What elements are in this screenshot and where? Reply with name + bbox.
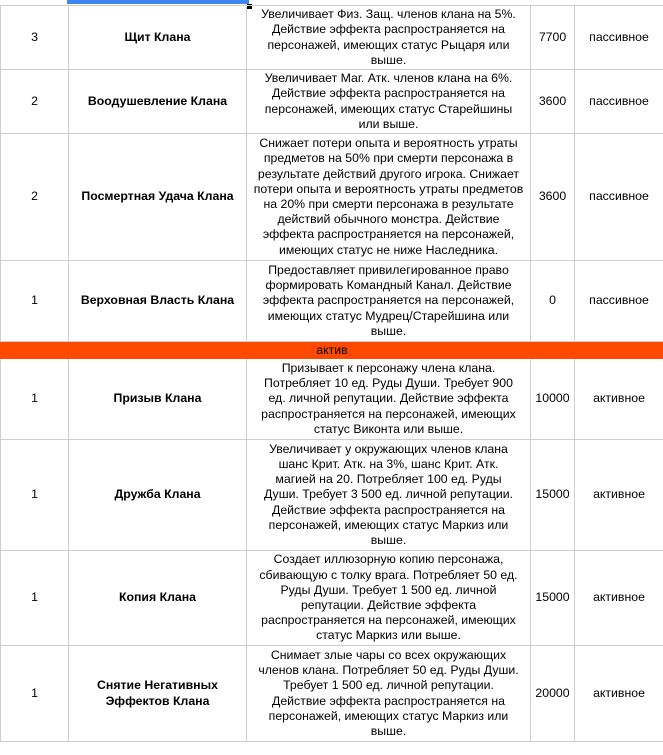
skill-name-cell[interactable]: Верховная Власть Клана xyxy=(69,261,247,342)
table-row xyxy=(1,551,663,646)
cost-cell[interactable]: 3600 xyxy=(531,134,575,261)
skill-type-cell[interactable]: активное xyxy=(575,551,663,646)
cost-cell[interactable]: 10000 xyxy=(531,359,575,440)
skill-type-cell[interactable]: активное xyxy=(575,646,663,742)
cost-cell[interactable]: 0 xyxy=(531,261,575,342)
description-line: распространяется на персонажей, имеющих xyxy=(261,406,516,421)
skill-name-cell[interactable]: Копия Клана xyxy=(69,551,247,646)
description-line: Действие эффекта распространяется на xyxy=(272,22,505,37)
description-cell[interactable] xyxy=(247,134,531,261)
description-line: Снимает злые чары со всех окружающих xyxy=(270,647,507,662)
description-line: имеющих статус Мудрец/Старейшина или xyxy=(267,308,510,323)
description-line: Увеличивает Маг. Атк. членов клана на 6%. xyxy=(264,71,513,86)
skill-type-cell[interactable]: активное xyxy=(575,359,663,440)
description-line: Требует 1 500 ед. личной репутации. xyxy=(283,678,494,693)
table-row xyxy=(1,359,663,440)
cost-cell[interactable]: 15000 xyxy=(531,551,575,646)
level-cell[interactable]: 2 xyxy=(1,70,69,134)
skill-type-cell[interactable]: пассивное xyxy=(575,6,663,70)
description-line: на 20% при смерти персонажа в результате xyxy=(263,197,514,211)
description-line: Призывает к персонажу члена клана. xyxy=(281,360,496,375)
description-line: имеющих статус не ниже Наследника. xyxy=(278,242,499,257)
selected-column-indicator xyxy=(67,0,249,4)
description-line: эффекта распространяется на персонажей, xyxy=(262,293,515,308)
description-line: статус Виконта или выше. xyxy=(313,421,464,436)
table-row xyxy=(1,646,663,742)
table-row xyxy=(1,261,663,342)
skill-name-cell[interactable]: Воодушевление Клана xyxy=(69,70,247,134)
description-line: Создает иллюзорную копию персонажа, xyxy=(273,552,504,567)
description-line: Действие эффекта распространяется на xyxy=(272,693,505,708)
table-row xyxy=(1,6,663,70)
active-skills-body xyxy=(1,359,663,742)
cost-cell[interactable]: 7700 xyxy=(531,6,575,70)
description-line: сбивающую с толку врага. Потребляет 50 ед. xyxy=(259,567,518,582)
description-cell[interactable] xyxy=(247,646,531,742)
level-cell[interactable]: 2 xyxy=(1,134,69,261)
skill-name-cell[interactable]: Призыв Клана xyxy=(69,359,247,440)
skill-type-cell[interactable]: активное xyxy=(575,440,663,551)
cost-cell[interactable]: 3600 xyxy=(531,70,575,134)
description-cell[interactable] xyxy=(247,70,531,134)
description-line: персонажей, имеющих статус Маркиз или xyxy=(268,708,509,723)
level-cell[interactable]: 1 xyxy=(1,359,69,440)
skill-type-cell[interactable]: пассивное xyxy=(575,261,663,342)
skill-name-cell[interactable]: Дружба Клана xyxy=(69,440,247,551)
skill-name-cell[interactable]: Щит Клана xyxy=(69,6,247,70)
description-line: ед. личной репутации. Действие эффекта xyxy=(268,391,509,406)
description-line: или выше. xyxy=(358,116,419,131)
description-line: выше. xyxy=(370,323,407,338)
description-line: Предоставляет привилегированное право xyxy=(268,262,509,277)
description-line: магией на 20. Потребляет 100 ед. Руды xyxy=(275,472,502,487)
description-line: Действие эффекта распространяется на xyxy=(272,86,505,101)
description-line: Увеличивает Физ. Защ. членов клана на 5%. xyxy=(261,7,516,22)
skill-name-cell[interactable]: Посмертная Удача Клана xyxy=(69,134,247,261)
description-line: формировать Командный Канал. Действие xyxy=(265,278,512,293)
table-row xyxy=(1,134,663,261)
table-row xyxy=(1,70,663,134)
description-line: персонажей, имеющих статус Старейшины xyxy=(264,101,513,116)
description-line: Увеличивает у окружающих членов клана xyxy=(269,441,508,456)
description-line: членов клана. Потребляет 50 ед. Руды Души. xyxy=(258,663,519,678)
description-line: Снижает потери опыта и вероятность утраты xyxy=(259,136,518,151)
description-line: шанс Крит. Атк. на 3%, шанс Крит. Атк. xyxy=(278,456,499,471)
description-cell[interactable] xyxy=(247,6,531,70)
description-line: выше. xyxy=(370,723,407,738)
description-cell[interactable] xyxy=(247,440,531,551)
description-line: эффекта распространяется на персонажей, xyxy=(262,227,515,242)
description-line: действий обычного монстра. Действие xyxy=(277,212,500,227)
description-line: Действие эффекта распространяется на xyxy=(272,502,505,517)
description-line: Души. Требует 3 500 ед. личной репутации. xyxy=(263,487,514,502)
level-cell[interactable]: 3 xyxy=(1,6,69,70)
description-line: результате действий другого игрока. Снижает xyxy=(257,166,520,181)
level-cell[interactable]: 1 xyxy=(1,551,69,646)
description-line: выше. xyxy=(370,52,407,67)
skill-type-cell[interactable]: пассивное xyxy=(575,70,663,134)
description-line: персонажей, имеющих статус Рыцаря или xyxy=(267,37,510,52)
table-row xyxy=(1,440,663,551)
level-cell[interactable]: 1 xyxy=(1,440,69,551)
description-line: потери опыта и вероятность утраты предметов xyxy=(253,181,524,196)
section-label: актив xyxy=(1,342,663,359)
description-line: статус Маркиз или выше. xyxy=(316,628,461,643)
section-row-active xyxy=(1,342,663,359)
description-line: предметов на 50% при смерти персонажа в xyxy=(263,151,514,166)
skill-type-cell[interactable]: пассивное xyxy=(575,134,663,261)
description-cell[interactable] xyxy=(247,359,531,440)
level-cell[interactable]: 1 xyxy=(1,261,69,342)
description-line: Руды Души. Требует 1 500 ед. личной xyxy=(280,582,497,597)
description-cell[interactable] xyxy=(247,261,531,342)
cost-cell[interactable]: 20000 xyxy=(531,646,575,742)
description-line: Потребляет 10 ед. Руды Души. Требует 900 xyxy=(264,376,513,391)
level-cell[interactable]: 1 xyxy=(1,646,69,742)
passive-skills-body xyxy=(1,6,663,342)
skills-table xyxy=(0,5,663,742)
description-line: персонажей, имеющих статус Маркиз или xyxy=(268,517,509,532)
skill-name-cell[interactable]: Снятие Негативных Эффектов Клана xyxy=(69,646,247,742)
cost-cell[interactable]: 15000 xyxy=(531,440,575,551)
description-line: репутации. Действие эффекта xyxy=(300,598,477,612)
description-line: выше. xyxy=(370,533,407,547)
description-cell[interactable] xyxy=(247,551,531,646)
description-line: распространяется на персонажей, имеющих xyxy=(261,613,516,628)
